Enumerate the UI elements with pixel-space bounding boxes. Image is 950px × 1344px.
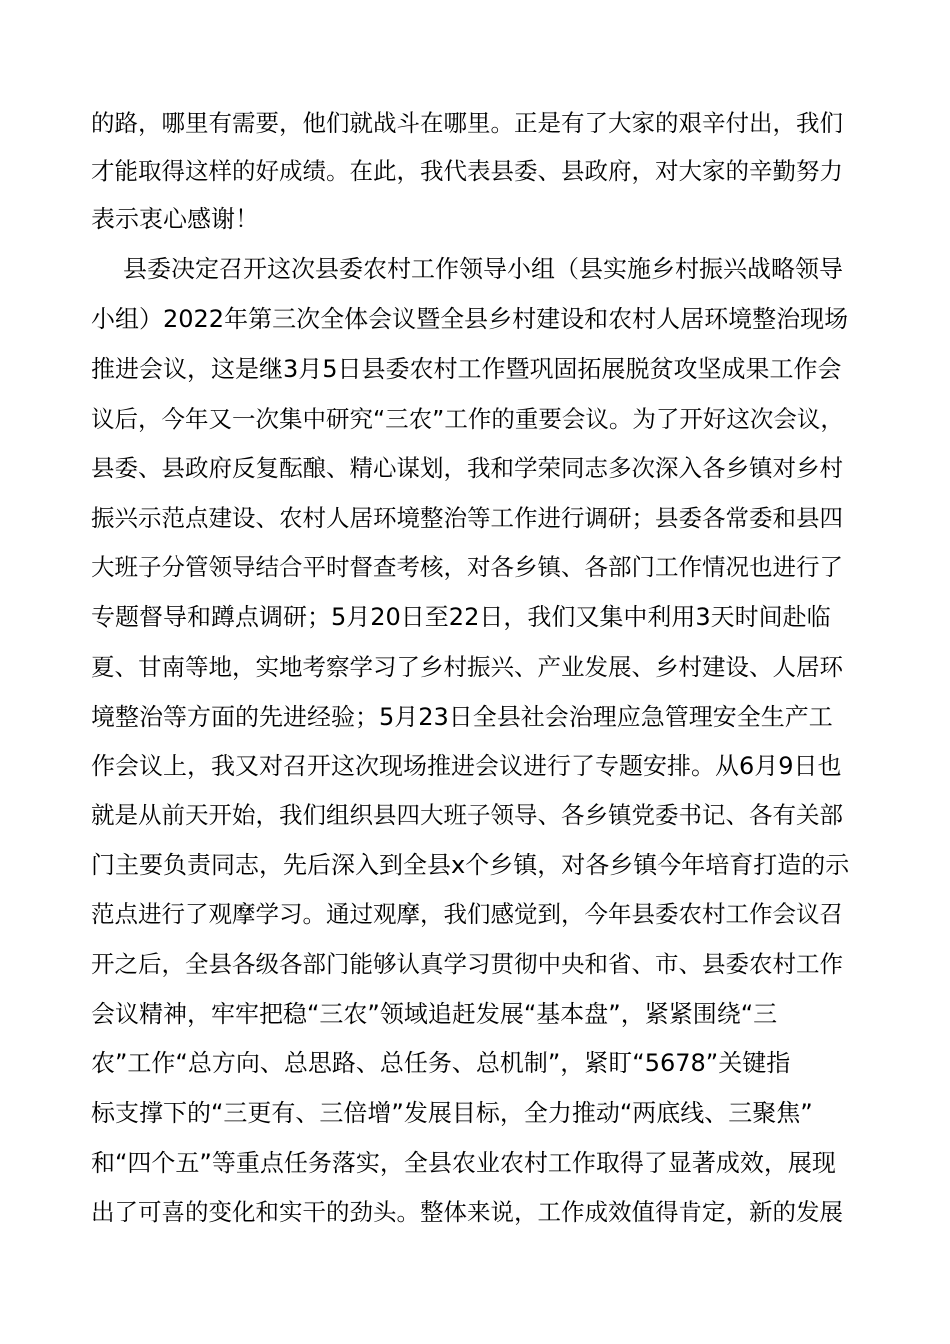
text-line: 县委决定召开这次县委农村工作领导小组（县实施乡村振兴战略领导 [123, 255, 843, 283]
text-line: 范点进行了观摩学习。通过观摩，我们感觉到，今年县委农村工作会议召 [91, 900, 843, 928]
text-line: 才能取得这样的好成绩。在此，我代表县委、县政府，对大家的辛勤努力 [91, 157, 843, 185]
text-line: 就是从前天开始，我们组织县四大班子领导、各乡镇党委书记、各有关部 [91, 801, 843, 829]
text-line: 推进会议，这是继3月5日县委农村工作暨巩固拓展脱贫攻坚成果工作会 [91, 355, 842, 383]
text-line: 振兴示范点建设、农村人居环境整治等工作进行调研；县委各常委和县四 [91, 504, 843, 532]
text-line: 出了可喜的变化和实干的劲头。整体来说，工作成效值得肯定，新的发展 [91, 1198, 843, 1226]
text-line: 小组）2022年第三次全体会议暨全县乡村建设和农村人居环境整治现场 [91, 305, 849, 333]
text-line: 专题督导和蹲点调研；5月20日至22日，我们又集中利用3天时间赴临 [91, 603, 831, 631]
text-line: 夏、甘南等地，实地考察学习了乡村振兴、产业发展、乡村建设、人居环 [91, 653, 843, 681]
text-line: 表示衷心感谢！ [91, 205, 259, 233]
text-line: 的路，哪里有需要，他们就战斗在哪里。正是有了大家的艰辛付出，我们 [91, 109, 843, 137]
text-line: 和“四个五”等重点任务落实，全县农业农村工作取得了显著成效，展现 [91, 1149, 836, 1177]
text-line: 大班子分管领导结合平时督查考核，对各乡镇、各部门工作情况也进行了 [91, 553, 843, 581]
text-line: 境整治等方面的先进经验；5月23日全县社会治理应急管理安全生产工 [91, 703, 833, 731]
text-line: 标支撑下的“三更有、三倍增”发展目标，全力推动“两底线、三聚焦” [91, 1099, 813, 1127]
text-line: 门主要负责同志，先后深入到全县x个乡镇，对各乡镇今年培育打造的示 [91, 851, 850, 879]
text-line: 作会议上，我又对召开这次现场推进会议进行了专题安排。从6月9日也 [91, 752, 842, 780]
text-line: 开之后，全县各级各部门能够认真学习贯彻中央和省、市、县委农村工作 [91, 950, 843, 978]
text-line: 议后，今年又一次集中研究“三农”工作的重要会议。为了开好这次会议， [91, 405, 844, 433]
text-line: 农”工作“总方向、总思路、总任务、总机制”，紧盯“5678”关键指 [91, 1049, 791, 1077]
text-line: 县委、县政府反复酝酿、精心谋划，我和学荣同志多次深入各乡镇对乡村 [91, 454, 843, 482]
text-line: 会议精神，牢牢把稳“三农”领域追赶发展“基本盘”，紧紧围绕“三 [91, 1000, 778, 1028]
